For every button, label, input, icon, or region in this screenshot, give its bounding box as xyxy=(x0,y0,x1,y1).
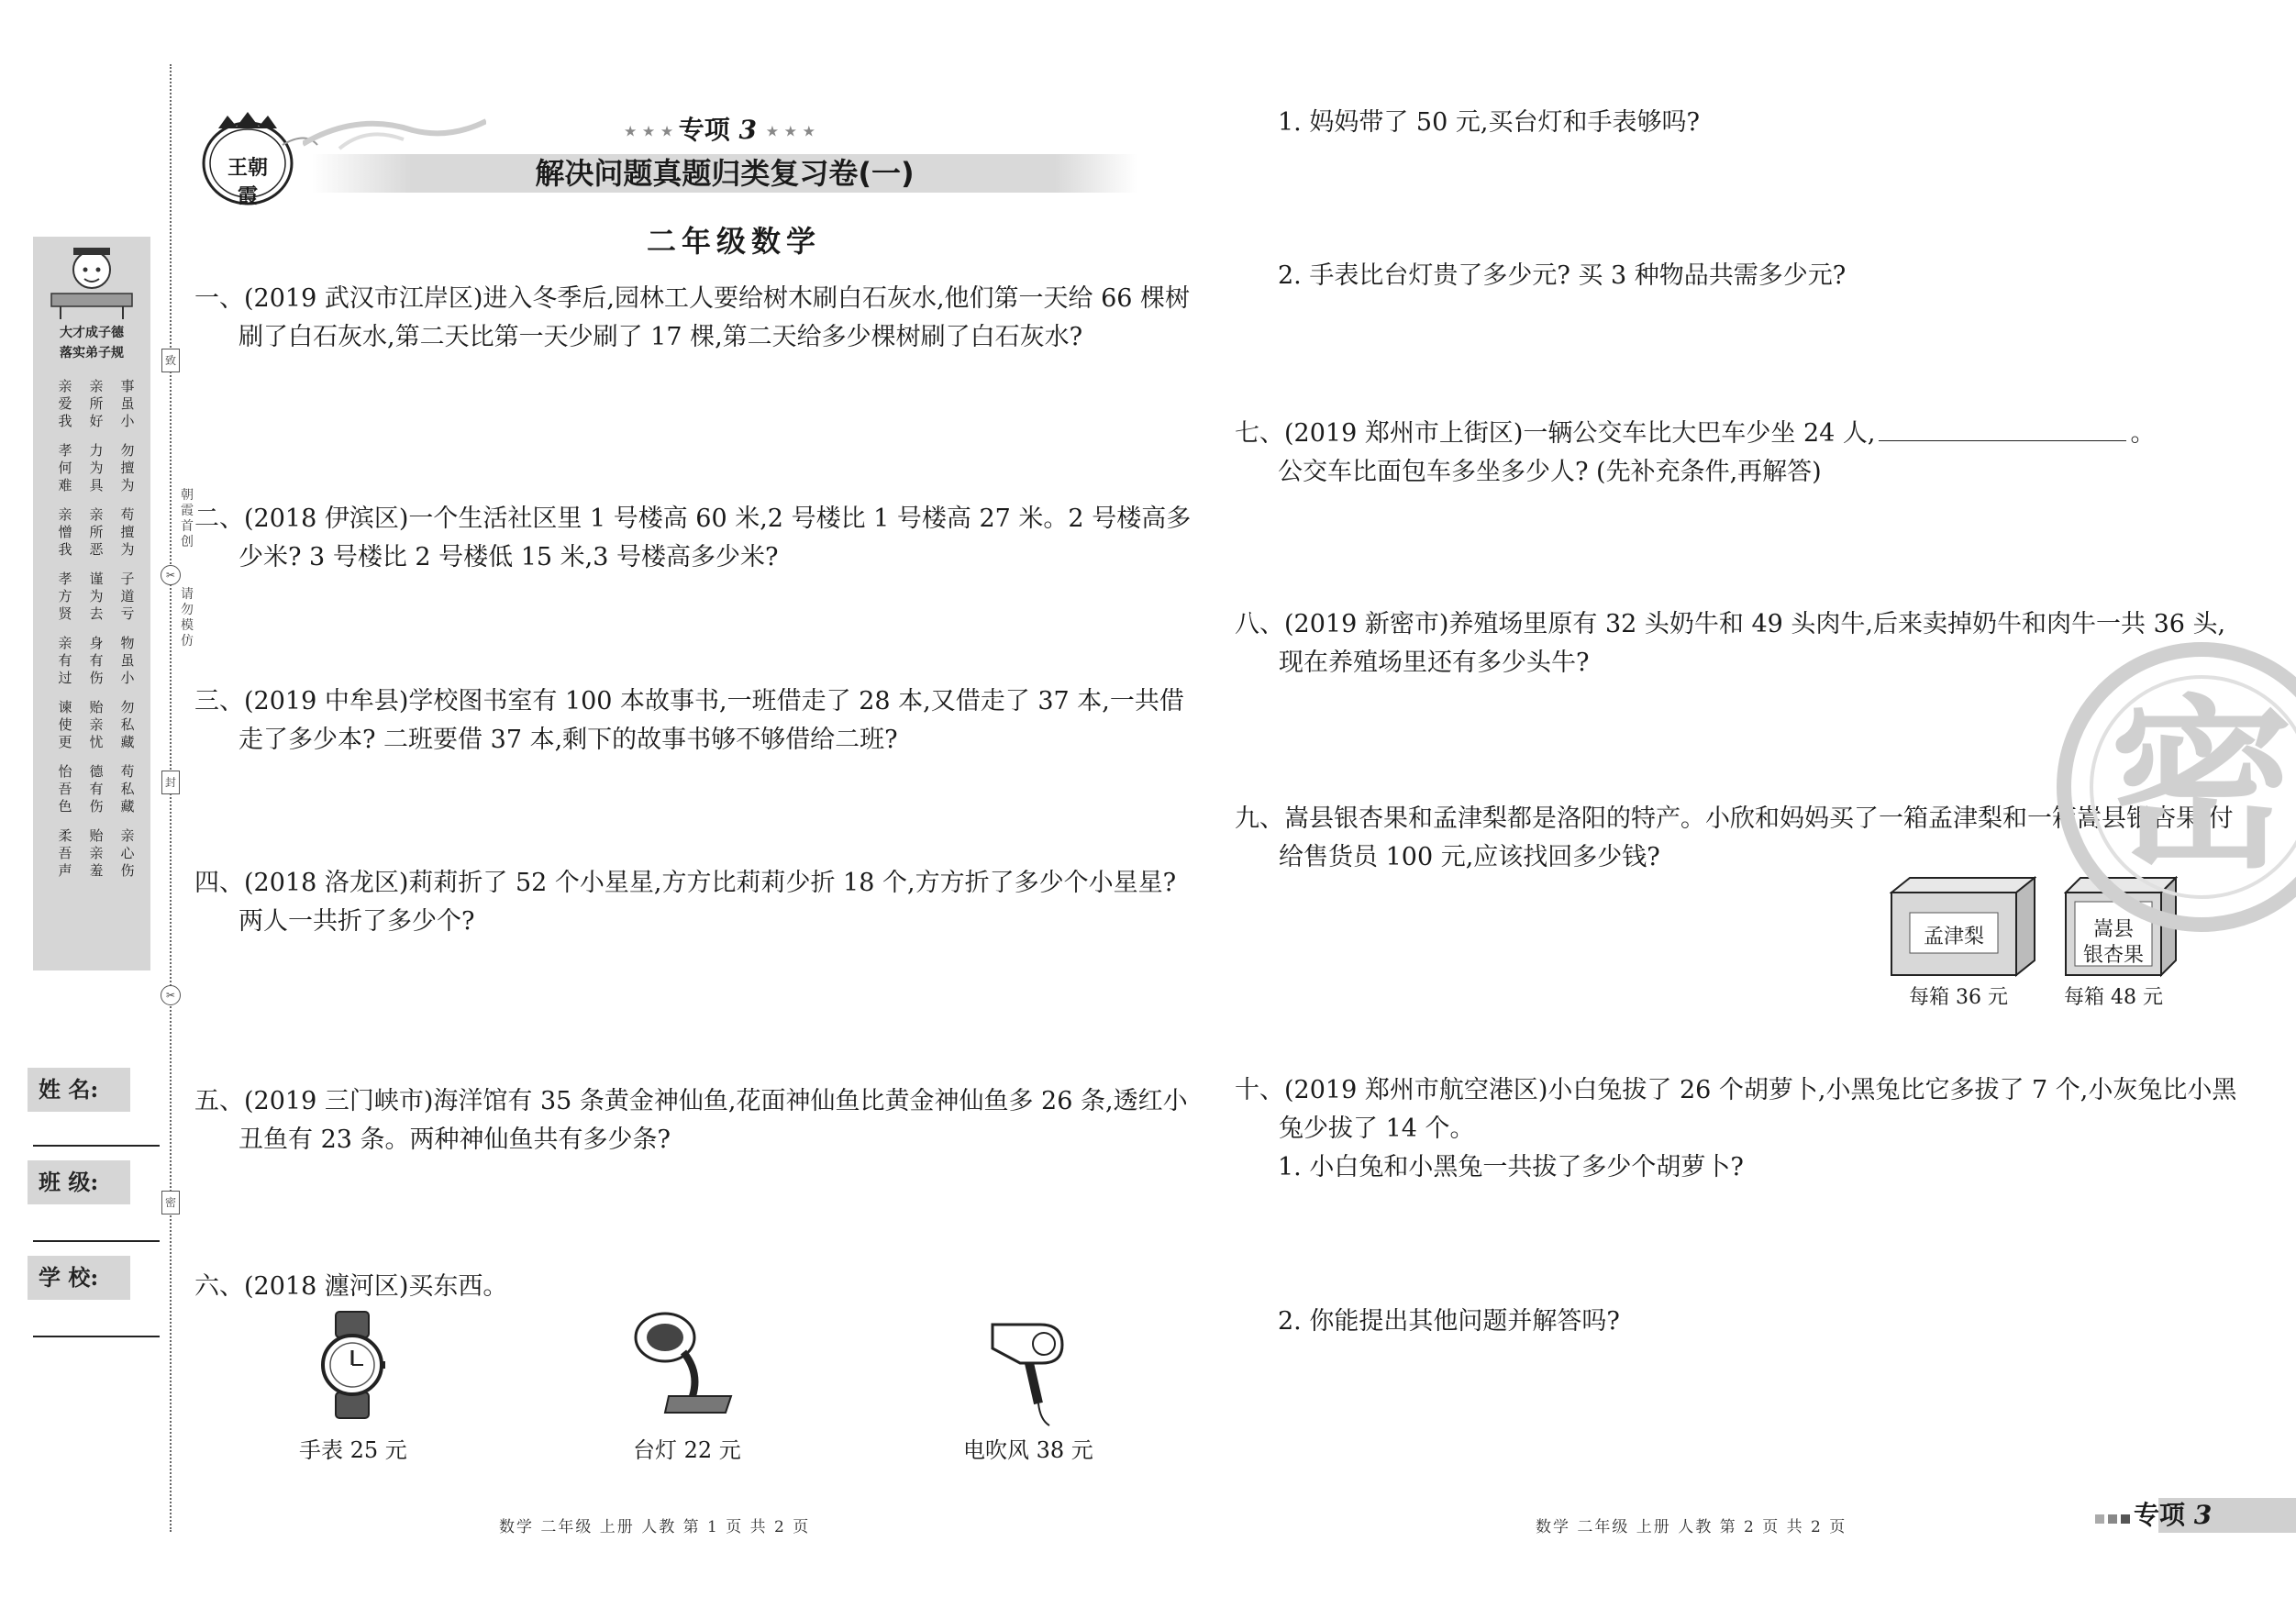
name-input-line[interactable] xyxy=(33,1145,160,1147)
motto-line-2: 落实弟子规 xyxy=(60,346,124,360)
poem-row xyxy=(53,763,139,781)
page-title: 解决问题真题归类复习卷(一) xyxy=(535,156,915,191)
poem-char: 小 xyxy=(120,413,135,429)
poem-char: 亲 xyxy=(58,635,72,651)
footer-right: 数学 二年级 上册 人教 第 2 页 共 2 页 xyxy=(1536,1518,1847,1536)
poem-row xyxy=(53,477,139,494)
poem-char: 伤 xyxy=(120,862,135,879)
poem-row xyxy=(53,845,139,862)
poem-char: 亏 xyxy=(120,605,135,622)
poem-char: 去 xyxy=(89,605,104,622)
q6-sub-question-2: 2. 手表比台灯贵了多少元? 买 3 种物品共需多少元? xyxy=(1278,261,1847,290)
ginkgo-box-label-line2: 银杏果 xyxy=(2082,944,2144,967)
poem-char: 过 xyxy=(58,670,72,686)
poem-char: 亲 xyxy=(89,506,104,523)
poem-char: 声 xyxy=(58,862,72,879)
poem-char: 有 xyxy=(89,781,104,797)
poem-char: 更 xyxy=(58,734,72,750)
series-text: 专项 xyxy=(678,115,730,145)
question-text: (2019 新密市)养殖场里原有 32 头奶牛和 49 头肉牛,后来卖掉奶牛和肉牛一共 36 头,现在养殖场里还有多少头牛? xyxy=(1279,610,2226,677)
poem-char: 何 xyxy=(58,460,72,476)
poem-char: 小 xyxy=(120,670,135,686)
cut-mark-zhi: 致 xyxy=(161,349,180,372)
logo xyxy=(191,108,319,211)
poem-char: 苟 xyxy=(120,506,135,523)
poem-group xyxy=(53,699,139,751)
question-number: 一、 xyxy=(194,284,244,313)
question-1 xyxy=(194,280,1202,357)
poem-char: 勿 xyxy=(120,699,135,715)
question-text: (2018 伊滨区)一个生活社区里 1 号楼高 60 米,2 号楼比 1 号楼高 27 米。2 号楼高多少米? 3 号楼比 2 号楼低 15 米,3 号楼高多少米? xyxy=(238,505,1192,571)
poem-char: 孝 xyxy=(58,442,72,459)
poem-char: 忧 xyxy=(89,734,104,750)
brand-label-number: 3 xyxy=(2193,1500,2213,1530)
watch-icon xyxy=(319,1310,385,1420)
watch-price-label: 手表 25 元 xyxy=(299,1437,407,1463)
question-text: (2019 中牟县)学校图书室有 100 本故事书,一班借走了 28 本,又借走了 37 本,一共借走了多少本? 二班要借 37 本,剩下的故事书够不够借给二班? xyxy=(238,687,1184,754)
poem-row xyxy=(53,734,139,751)
poem-group xyxy=(53,442,139,494)
brand-label xyxy=(2134,1498,2212,1533)
q10-sub-question-1: 1. 小白兔和小黑兔一共拔了多少个胡萝卜? xyxy=(1278,1153,1744,1181)
poem-char: 藏 xyxy=(120,734,135,750)
cut-mark-mi: 密 xyxy=(161,1191,180,1214)
scholar-cartoon-icon xyxy=(33,237,150,319)
poem-char: 为 xyxy=(89,588,104,604)
poem-char: 擅 xyxy=(120,460,135,476)
poem-row xyxy=(53,635,139,652)
poem-row xyxy=(53,588,139,605)
poem-row xyxy=(53,413,139,430)
question-text: (2019 武汉市江岸区)进入冬季后,园林工人要给树木刷白石灰水,他们第一天给 66 棵树刷了白石灰水,第二天比第一天少刷了 17 棵,第二天给多少棵树刷了白石灰水? xyxy=(238,284,1191,351)
class-input-line[interactable] xyxy=(33,1240,160,1242)
poem-char: 我 xyxy=(58,541,72,558)
name-label: 姓 名: xyxy=(28,1068,130,1112)
poem-char: 谨 xyxy=(89,571,104,587)
hair-dryer-icon xyxy=(983,1312,1084,1431)
q6-sub-question-1: 1. 妈妈带了 50 元,买台灯和手表够吗? xyxy=(1278,108,1700,137)
poem-row xyxy=(53,541,139,559)
pear-box-label: 孟津梨 xyxy=(1923,926,1984,948)
poem-char: 有 xyxy=(89,652,104,669)
poem-char: 难 xyxy=(58,477,72,494)
question-number: 八、 xyxy=(1235,610,1284,638)
poem-char: 苟 xyxy=(120,763,135,780)
question-number: 二、 xyxy=(194,505,244,533)
poem-row xyxy=(53,781,139,798)
poem-char: 为 xyxy=(120,541,135,558)
fill-in-blank[interactable] xyxy=(1879,416,2126,441)
question-2 xyxy=(194,500,1202,577)
question-number: 三、 xyxy=(194,687,244,715)
question-text: 嵩县银杏果和孟津梨都是洛阳的特产。小欣和妈妈买了一箱孟津梨和一箱嵩县银杏果,付给售货员 100 元,应该找回多少钱? xyxy=(1279,804,2234,871)
hair-dryer-price-label: 电吹风 38 元 xyxy=(963,1437,1093,1463)
poem-char: 德 xyxy=(89,763,104,780)
subject-title: 二年级数学 xyxy=(646,224,821,259)
question-number: 五、 xyxy=(194,1087,244,1115)
poem-char: 具 xyxy=(89,477,104,494)
question-number: 七、 xyxy=(1235,419,1284,448)
poem-char: 亲 xyxy=(89,716,104,733)
poem-char: 私 xyxy=(120,781,135,797)
cut-line xyxy=(170,64,172,1532)
question-text: (2018 洛龙区)莉莉折了 52 个小星星,方方比莉莉少折 18 个,方方折了多少个小星星? 两人一共折了多少个? xyxy=(238,869,1177,936)
question-7 xyxy=(1235,415,2216,453)
poem-char: 力 xyxy=(89,442,104,459)
poem-char: 谏 xyxy=(58,699,72,715)
poem-char: 虽 xyxy=(120,652,135,669)
poem-char: 亲 xyxy=(89,845,104,861)
poem-char: 道 xyxy=(120,588,135,604)
question-text: (2019 郑州市上街区)一辆公交车比大巴车少坐 24 人, xyxy=(1284,419,1876,448)
poem-row xyxy=(53,571,139,588)
poem-char: 亲 xyxy=(58,378,72,394)
poem-row xyxy=(53,524,139,541)
poem-char: 伤 xyxy=(89,798,104,815)
poem-char: 爱 xyxy=(58,395,72,412)
poem-char: 亲 xyxy=(89,378,104,394)
question-5 xyxy=(194,1082,1202,1159)
poem-char: 子 xyxy=(120,571,135,587)
poem-char: 为 xyxy=(89,460,104,476)
question-number: 四、 xyxy=(194,869,244,897)
series-number: 3 xyxy=(738,115,757,145)
poem-char: 物 xyxy=(120,635,135,651)
poem-row xyxy=(53,798,139,815)
ginkgo-box-price: 每箱 48 元 xyxy=(2064,986,2163,1009)
poem-group xyxy=(53,635,139,687)
poem-group xyxy=(53,506,139,559)
cut-circle-mark-1: ✂ xyxy=(161,565,181,585)
poem-row xyxy=(53,605,139,623)
poem-group xyxy=(53,827,139,880)
poem-char: 孝 xyxy=(58,571,72,587)
poem-row xyxy=(53,699,139,716)
series-label: ★ ★ ★ 专项 3 ★ ★ ★ xyxy=(624,115,815,145)
poem-char: 虽 xyxy=(120,395,135,412)
logo-text: 王朝霞 xyxy=(227,156,268,208)
poem-char: 藏 xyxy=(120,798,135,815)
question-number: 六、 xyxy=(194,1272,244,1301)
poem-char: 贤 xyxy=(58,605,72,622)
poem-char: 勿 xyxy=(120,442,135,459)
brand-dots xyxy=(2095,1510,2130,1527)
poem-row xyxy=(53,716,139,734)
motto-line-1: 大才成子德 xyxy=(60,326,124,340)
poem-char: 为 xyxy=(120,477,135,494)
question-number: 九、 xyxy=(1235,804,1284,833)
poem-char: 事 xyxy=(120,378,135,394)
brand-label-text: 专项 xyxy=(2134,1500,2186,1530)
poem-char: 我 xyxy=(58,413,72,429)
question-text: (2019 三门峡市)海洋馆有 35 条黄金神仙鱼,花面神仙鱼比黄金神仙鱼多 26 条,透红小丑鱼有 23 条。两种神仙鱼共有多少条? xyxy=(238,1087,1188,1154)
poem-group xyxy=(53,763,139,815)
poem-row xyxy=(53,442,139,460)
cut-mark-feng: 封 xyxy=(161,771,180,794)
poem-char: 方 xyxy=(58,588,72,604)
poem-char: 私 xyxy=(120,716,135,733)
pear-box-price: 每箱 36 元 xyxy=(1909,986,2008,1009)
ribbon-decoration-icon xyxy=(303,103,486,158)
poem-char: 恶 xyxy=(89,541,104,558)
poem-char: 亲 xyxy=(120,827,135,844)
poem-block xyxy=(53,378,139,892)
poem-row xyxy=(53,378,139,395)
class-label: 班 级: xyxy=(28,1160,130,1204)
question-number: 十、 xyxy=(1235,1076,1284,1104)
q10-sub-question-2: 2. 你能提出其他问题并解答吗? xyxy=(1278,1307,1620,1336)
school-label: 学 校: xyxy=(28,1256,130,1300)
poem-group xyxy=(53,378,139,430)
poem-char: 有 xyxy=(58,652,72,669)
stamp-text: 密 xyxy=(2109,680,2293,893)
poem-row xyxy=(53,652,139,670)
poem-char: 吾 xyxy=(58,781,72,797)
stamp-watermark xyxy=(2027,576,2296,998)
poem-char: 贻 xyxy=(89,699,104,715)
lamp-price-label: 台灯 22 元 xyxy=(633,1437,741,1463)
poem-char: 好 xyxy=(89,413,104,429)
poem-char: 所 xyxy=(89,524,104,540)
question-3 xyxy=(194,682,1202,760)
poem-char: 擅 xyxy=(120,524,135,540)
cut-circle-mark-2: ✂ xyxy=(161,985,181,1005)
poem-char: 柔 xyxy=(58,827,72,844)
poem-char: 吾 xyxy=(58,845,72,861)
poem-char: 羞 xyxy=(89,862,104,879)
question-text-end: 。 xyxy=(2130,419,2156,448)
poem-row xyxy=(53,862,139,880)
poem-char: 使 xyxy=(58,716,72,733)
question-text: (2019 郑州市航空港区)小白兔拔了 26 个胡萝卜,小黑兔比它多拔了 7 个,小灰兔比小黑兔少拔了 14 个。 xyxy=(1279,1076,2237,1143)
poem-char: 贻 xyxy=(89,827,104,844)
cut-notice-1: 朝霞首创 xyxy=(181,488,194,549)
question-7-line-2: 公交车比面包车多坐多少人? (先补充条件,再解答) xyxy=(1278,458,1822,486)
footer-left: 数学 二年级 上册 人教 第 1 页 共 2 页 xyxy=(499,1518,811,1536)
poem-char: 憎 xyxy=(58,524,72,540)
poem-char: 身 xyxy=(89,635,104,651)
poem-row xyxy=(53,506,139,524)
desk-lamp-icon xyxy=(628,1301,748,1420)
poem-group xyxy=(53,571,139,623)
poem-char: 亲 xyxy=(58,506,72,523)
poem-char: 色 xyxy=(58,798,72,815)
poem-row xyxy=(53,827,139,845)
poem-char: 心 xyxy=(120,845,135,861)
question-4 xyxy=(194,864,1202,941)
poem-row xyxy=(53,670,139,687)
question-10 xyxy=(1235,1071,2242,1148)
poem-char: 伤 xyxy=(89,670,104,686)
poem-row xyxy=(53,395,139,413)
school-input-line[interactable] xyxy=(33,1336,160,1337)
question-text: (2018 瀍河区)买东西。 xyxy=(244,1272,508,1301)
cut-notice-2: 请勿模仿 xyxy=(181,587,194,649)
poem-row xyxy=(53,460,139,477)
poem-char: 所 xyxy=(89,395,104,412)
ginkgo-box-label-line1: 嵩县 xyxy=(2092,918,2134,941)
poem-char: 怡 xyxy=(58,763,72,780)
